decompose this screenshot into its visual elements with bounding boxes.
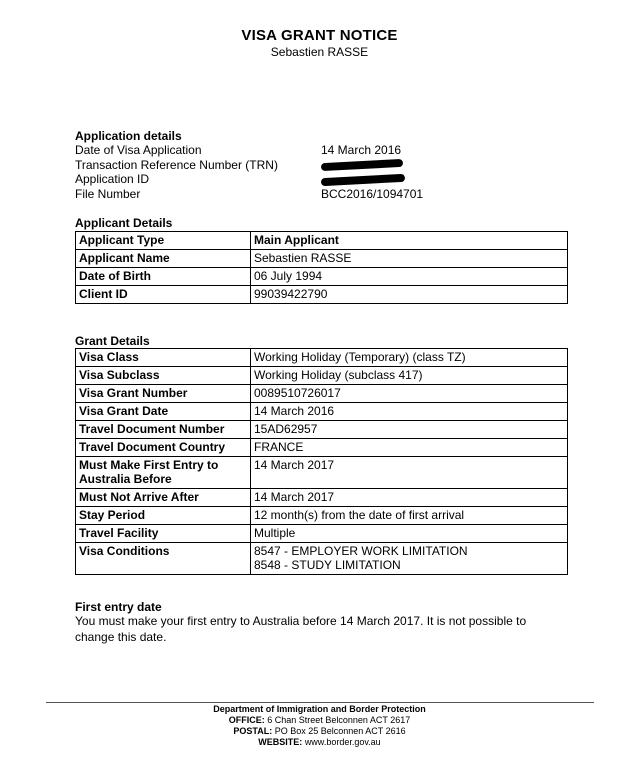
table-row bbox=[76, 457, 568, 489]
table-cell-label: Visa Subclass bbox=[76, 367, 251, 385]
footer-website-link[interactable]: www.border.gov.au bbox=[304, 737, 381, 747]
table-cell-label: Visa Grant Date bbox=[76, 403, 251, 421]
row-label: Date of Visa Application bbox=[75, 143, 202, 157]
table-cell-value: FRANCE bbox=[251, 439, 568, 457]
table-cell-label: Date of Birth bbox=[76, 268, 251, 286]
footer bbox=[0, 704, 639, 748]
row-label: Transaction Reference Number (TRN) bbox=[75, 157, 278, 172]
table-row bbox=[76, 385, 568, 403]
footer-office-label: OFFICE: bbox=[228, 715, 265, 725]
row-value-redacted bbox=[321, 158, 403, 173]
footer-website bbox=[0, 737, 639, 748]
table-row bbox=[76, 232, 568, 250]
applicant-details-heading: Applicant Details bbox=[75, 216, 173, 230]
table-row bbox=[76, 286, 568, 304]
table-cell-label: Visa Grant Number bbox=[76, 385, 251, 403]
application-details-heading: Application details bbox=[75, 129, 182, 143]
table-row bbox=[76, 268, 568, 286]
table-row bbox=[76, 439, 568, 457]
redaction-mark bbox=[321, 159, 403, 171]
footer-postal bbox=[0, 726, 639, 737]
table-cell-value: 14 March 2017 bbox=[251, 489, 568, 507]
table-cell-label: Must Make First Entry to Australia Before bbox=[76, 457, 251, 489]
table-cell-label: Client ID bbox=[76, 286, 251, 304]
table-cell-value: 06 July 1994 bbox=[251, 268, 568, 286]
application-details-row bbox=[75, 187, 575, 202]
table-cell-label: Visa Class bbox=[76, 349, 251, 367]
table-cell-value: 0089510726017 bbox=[251, 385, 568, 403]
table-cell-label: Applicant Name bbox=[76, 250, 251, 268]
table-cell-value: Working Holiday (subclass 417) bbox=[251, 367, 568, 385]
table-cell-value: 12 month(s) from the date of first arrival bbox=[251, 507, 568, 525]
applicant-details-table bbox=[75, 231, 568, 304]
footer-office bbox=[0, 715, 639, 726]
table-row bbox=[76, 367, 568, 385]
footer-postal-label: POSTAL: bbox=[233, 726, 273, 736]
application-details-row bbox=[75, 143, 575, 158]
table-cell-value: 8547 - EMPLOYER WORK LIMITATION 8548 - STUDY LIMITATION bbox=[251, 543, 568, 575]
grant-details-heading: Grant Details bbox=[75, 334, 150, 348]
table-row bbox=[76, 403, 568, 421]
table-row bbox=[76, 349, 568, 367]
row-value: 14 March 2016 bbox=[321, 143, 402, 157]
table-cell-value: 14 March 2017 bbox=[251, 457, 568, 489]
table-row bbox=[76, 507, 568, 525]
table-cell-label: Visa Conditions bbox=[76, 543, 251, 575]
table-row bbox=[76, 543, 568, 575]
table-cell-label: Travel Document Country bbox=[76, 439, 251, 457]
application-details-row bbox=[75, 158, 575, 173]
table-cell-label: Applicant Type bbox=[76, 232, 251, 250]
table-cell-label: Stay Period bbox=[76, 507, 251, 525]
redaction-mark bbox=[321, 174, 405, 186]
table-cell-value: Working Holiday (Temporary) (class TZ) bbox=[251, 349, 568, 367]
row-label: Application ID bbox=[75, 172, 150, 186]
table-cell-value: 14 March 2016 bbox=[251, 403, 568, 421]
row-value-redacted bbox=[321, 172, 405, 187]
table-cell-label: Travel Document Number bbox=[76, 421, 251, 439]
table-cell-label: Travel Facility bbox=[76, 525, 251, 543]
table-cell-value: Multiple bbox=[251, 525, 568, 543]
footer-website-label: WEBSITE: bbox=[258, 737, 303, 747]
footer-department: Department of Immigration and Border Protection bbox=[213, 704, 426, 714]
footer-divider bbox=[46, 702, 594, 703]
row-label: File Number bbox=[75, 186, 141, 201]
first-entry-text: You must make your first entry to Australia before 14 March 2017. It is not possible to change this date. bbox=[75, 614, 527, 644]
grant-details-table bbox=[75, 348, 568, 575]
table-cell-label: Must Not Arrive After bbox=[76, 489, 251, 507]
table-cell-value: Sebastien RASSE bbox=[251, 250, 568, 268]
footer-postal-value: PO Box 25 Belconnen ACT 2616 bbox=[274, 726, 406, 736]
row-value: BCC2016/1094701 bbox=[321, 186, 424, 201]
table-cell-value: 99039422790 bbox=[251, 286, 568, 304]
table-cell-value: Main Applicant bbox=[251, 232, 568, 250]
footer-office-value: 6 Chan Street Belconnen ACT 2617 bbox=[267, 715, 411, 725]
table-cell-value: 15AD62957 bbox=[251, 421, 568, 439]
first-entry-heading: First entry date bbox=[75, 600, 162, 614]
document-title: VISA GRANT NOTICE bbox=[241, 27, 398, 44]
application-details-list bbox=[75, 143, 575, 201]
table-row bbox=[76, 250, 568, 268]
table-row bbox=[76, 421, 568, 439]
table-row bbox=[76, 525, 568, 543]
applicant-name-subtitle: Sebastien RASSE bbox=[270, 45, 369, 59]
table-row bbox=[76, 489, 568, 507]
application-details-row bbox=[75, 172, 575, 187]
